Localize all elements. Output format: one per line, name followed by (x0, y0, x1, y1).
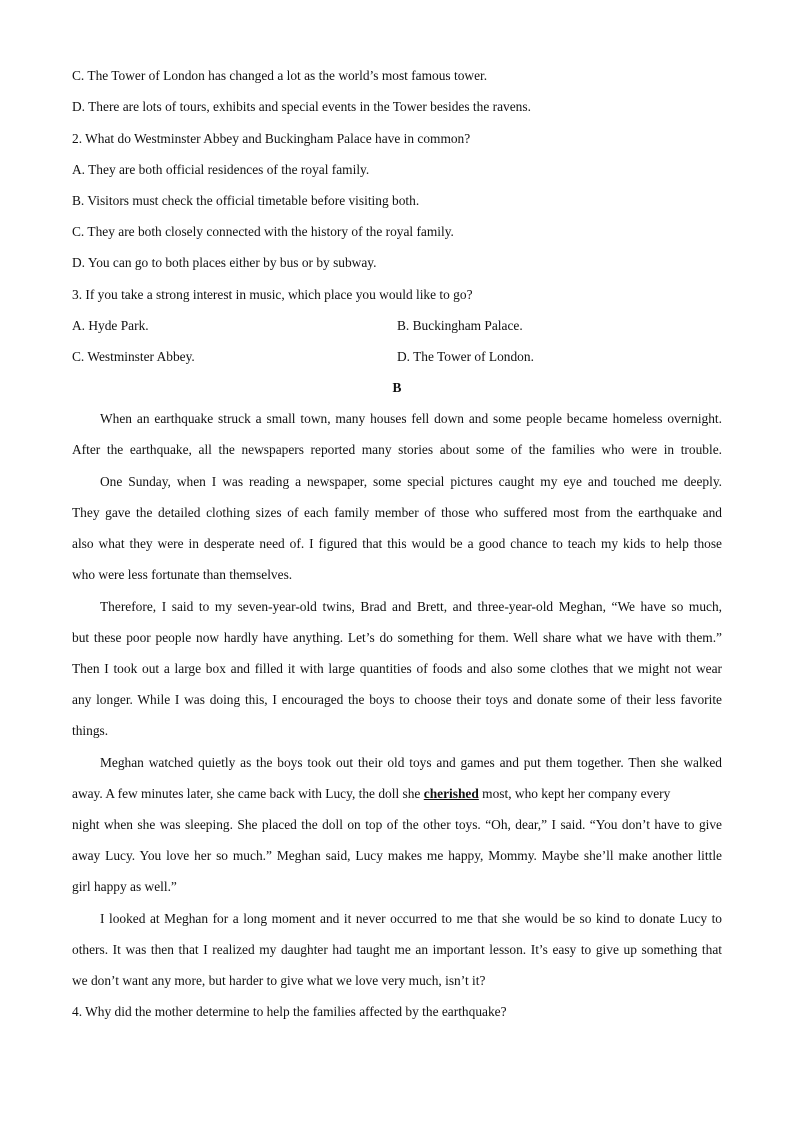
passage-line: Meghan watched quietly as the boys took out their old toys and games and put them together. Then she walked (100, 755, 722, 770)
q1-option-d: D. There are lots of tours, exhibits and special events in the Tower besides the ravens. (72, 99, 531, 114)
keyword-cherished: cherished (423, 786, 479, 801)
passage-line: also what they were in desperate need of. I figured that this would be a good chance to teach my kids to help those (72, 536, 722, 551)
passage-line: but these poor people now hardly have anything. Let’s do something for them. Well share what we have with them.” (72, 630, 722, 645)
q3-stem: 3. If you take a strong interest in music, which place you would like to go? (72, 287, 473, 302)
passage-line-with-keyword (72, 785, 722, 803)
passage-text: away. A few minutes later, she came back with Lucy, the doll she (72, 786, 421, 801)
q2-option-b: B. Visitors must check the official timetable before visiting both. (72, 193, 420, 208)
q4-stem: 4. Why did the mother determine to help the families affected by the earthquake? (72, 1004, 507, 1019)
q2-stem: 2. What do Westminster Abbey and Buckingham Palace have in common? (72, 131, 471, 146)
passage-line: After the earthquake, all the newspapers reported many stories about some of the families who were in trouble. (72, 442, 722, 457)
q2-option-d: D. You can go to both places either by bus or by subway. (72, 255, 377, 270)
q3-option-d: D. The Tower of London. (397, 349, 534, 364)
passage-line: others. It was then that I realized my daughter had taught me an important lesson. It’s easy to give up something that (72, 942, 722, 957)
passage-text: most, who kept her company every (482, 786, 671, 801)
passage-line: night when she was sleeping. She placed the doll on top of the other toys. “Oh, dear,” I said. “You don’t have to give (72, 817, 722, 832)
passage-line: girl happy as well.” (72, 879, 177, 894)
passage-line: When an earthquake struck a small town, many houses fell down and some people became homeless overnight. (100, 411, 722, 426)
passage-line: who were less fortunate than themselves. (72, 567, 293, 582)
passage-line: Then I took out a large box and filled it with large quantities of foods and also some clothes that we might not wear (72, 661, 722, 676)
q2-option-a: A. They are both official residences of the royal family. (72, 162, 370, 177)
passage-line: I looked at Meghan for a long moment and it never occurred to me that she would be so kind to donate Lucy to (100, 911, 722, 926)
q3-option-a: A. Hyde Park. (72, 318, 149, 333)
q3-option-c: C. Westminster Abbey. (72, 349, 195, 364)
passage-line: we don’t want any more, but harder to give what we love very much, isn’t it? (72, 973, 486, 988)
passage-line: They gave the detailed clothing sizes of each family member of those who suffered most from the earthquake and (72, 505, 722, 520)
q3-option-b: B. Buckingham Palace. (397, 318, 523, 333)
passage-line: things. (72, 723, 109, 738)
passage-line: away Lucy. You love her so much.” Meghan said, Lucy makes me happy, Mommy. Maybe she’ll make another little (72, 848, 722, 863)
q2-option-c: C. They are both closely connected with the history of the royal family. (72, 224, 454, 239)
q1-option-c: C. The Tower of London has changed a lot as the world’s most famous tower. (72, 68, 488, 83)
section-b-heading: B (392, 380, 402, 395)
passage-line: any longer. While I was doing this, I encouraged the boys to choose their toys and donate some of their less favorite (72, 692, 722, 707)
passage-line: One Sunday, when I was reading a newspaper, some special pictures caught my eye and touched me deeply. (100, 474, 722, 489)
passage-line: Therefore, I said to my seven-year-old twins, Brad and Brett, and three-year-old Meghan, “We have so much, (100, 599, 722, 614)
